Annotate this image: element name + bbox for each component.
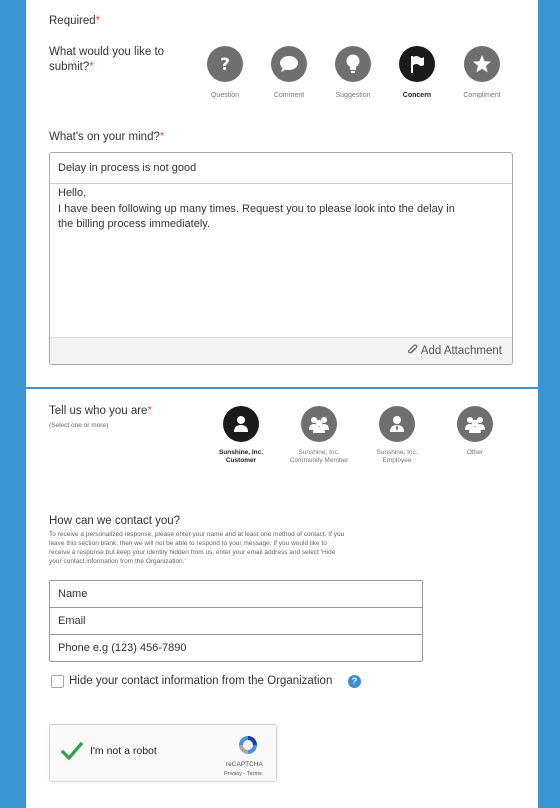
add-attachment-button[interactable] [50,337,512,364]
checkmark-icon [60,740,84,762]
category-suggestion[interactable] [323,46,383,99]
add-attachment-label: Add Attachment [420,345,502,357]
contact-fields [49,580,423,662]
hide-contact-checkbox[interactable] [51,675,64,688]
submit-type-label: What would you like to submit?* [49,46,165,73]
category-label: Question [210,92,240,99]
recaptcha-brand: reCAPTCHA [226,761,263,768]
group-icon [457,406,493,442]
email-field[interactable]: Email [50,608,422,635]
feedback-card [26,0,538,387]
message-textarea[interactable]: Hello, I have been following up many times. Request you to please look into the delay in the billing process immediately. [58,187,455,230]
category-concern[interactable] [387,46,447,99]
who-hint: (Select one or more) [49,422,109,429]
contact-card [26,389,538,808]
comment-icon [271,46,307,82]
group-icon [301,406,337,442]
category-question[interactable] [195,46,255,99]
subject-input[interactable]: Delay in process is not good [50,153,512,184]
who-option-other[interactable] [437,406,513,457]
who-option-line2: Employee [382,457,412,464]
who-option-line2: Community Member [289,457,349,464]
who-option-line1: Sunshine, Inc. [376,449,418,456]
required-star: * [95,15,101,27]
who-option-customer[interactable] [203,406,279,465]
hide-contact-label: Hide your contact information from the Organization [69,675,333,687]
recaptcha-label: I'm not a robot [90,745,157,757]
who-option-line2: Customer [225,457,257,464]
who-label: Tell us who you are* [49,405,152,417]
recaptcha-checkbox[interactable] [60,740,84,762]
employee-icon [379,406,415,442]
category-compliment[interactable] [452,46,512,99]
person-icon [223,406,259,442]
required-label: Required* [49,15,101,27]
recaptcha-links[interactable]: Privacy - Terms [224,771,262,777]
star-icon [464,46,500,82]
paperclip-icon [407,344,418,359]
contact-description: To receive a personalized response, please enter your name and at least one method of contact. If you leave this section blank, then we will not be able to respond to your message. If you would like to receive a response but keep your identity hidden from us, enter your email address and select 'Hide your contact information from the Organization.' [49,531,345,565]
message-box [49,152,513,365]
question-icon [207,46,243,82]
svg-text:?: ? [220,55,230,74]
recaptcha-widget [49,724,277,782]
flag-icon [399,46,435,82]
category-label: Suggestion [335,92,371,99]
who-option-line1: Sunshine, Inc. [218,449,264,456]
help-icon[interactable]: ? [348,675,361,688]
contact-heading: How can we contact you? [49,515,181,527]
who-option-line1: Sunshine, Inc. [298,449,340,456]
who-option-community[interactable] [281,406,357,465]
name-field[interactable]: Name [50,581,422,608]
category-label: Compliment [463,92,501,99]
category-label: Concern [402,92,432,99]
mind-label: What's on your mind?* [49,131,165,143]
lightbulb-icon [335,46,371,82]
recaptcha-logo-icon [235,733,261,757]
category-comment[interactable] [259,46,319,99]
who-option-employee[interactable] [359,406,435,465]
who-option-line1: Other [466,449,484,456]
category-label: Comment [273,92,305,99]
phone-field[interactable]: Phone e.g (123) 456-7890 [58,642,187,654]
